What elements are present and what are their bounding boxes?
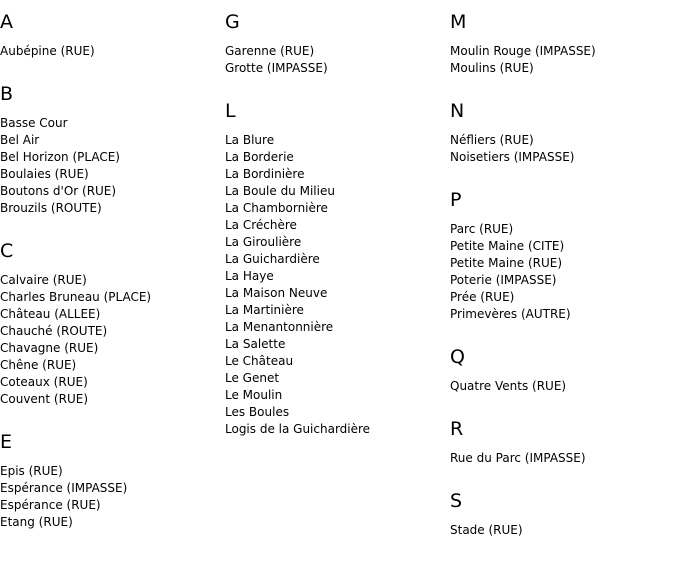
street-name: Les Boules	[225, 405, 290, 419]
street-name: La Boule du Milieu	[225, 184, 335, 198]
street-name: Le Château	[225, 354, 294, 368]
letter-group	[450, 346, 596, 395]
section-letter-heading: P	[450, 189, 462, 211]
street-list	[450, 378, 596, 395]
letter-group	[0, 83, 151, 217]
street-name: Bel Air	[0, 133, 40, 147]
letter-group	[225, 11, 370, 77]
section-letter-heading: Q	[450, 346, 465, 368]
street-list	[450, 221, 596, 323]
street-name: Garenne (RUE)	[225, 44, 315, 58]
street-name: Le Moulin	[225, 388, 283, 402]
street-name: Noisetiers (IMPASSE)	[450, 150, 575, 164]
section-letter-heading: N	[450, 100, 465, 122]
street-name: Grotte (IMPASSE)	[225, 61, 328, 75]
street-name: Espérance (RUE)	[0, 498, 101, 512]
section-letter-heading: S	[450, 490, 463, 512]
street-name: Boulaies (RUE)	[0, 167, 89, 181]
street-name: Chauché (ROUTE)	[0, 324, 108, 338]
street-name: Basse Cour	[0, 116, 68, 130]
street-name: Couvent (RUE)	[0, 392, 89, 406]
street-name: Chavagne (RUE)	[0, 341, 99, 355]
street-list	[0, 43, 151, 60]
letter-group	[450, 418, 596, 467]
street-name: La Haye	[225, 269, 274, 283]
street-name: Le Genet	[225, 371, 280, 385]
street-name: La Borderie	[225, 150, 294, 164]
street-name: Moulins (RUE)	[450, 61, 534, 75]
street-name: La Martinière	[225, 303, 304, 317]
letter-group	[0, 11, 151, 60]
street-name: Rue du Parc (IMPASSE)	[450, 451, 586, 465]
street-list	[450, 522, 596, 539]
street-name: La Guichardière	[225, 252, 320, 266]
street-name: Espérance (IMPASSE)	[0, 481, 128, 495]
section-letter-heading: R	[450, 418, 464, 440]
section-letter-heading: A	[0, 11, 13, 33]
street-name: La Maison Neuve	[225, 286, 328, 300]
street-name: Coteaux (RUE)	[0, 375, 88, 389]
street-name: La Menantonnière	[225, 320, 334, 334]
street-name: Néfliers (RUE)	[450, 133, 534, 147]
letter-group	[225, 100, 370, 438]
street-name: La Blure	[225, 133, 275, 147]
street-name: Moulin Rouge (IMPASSE)	[450, 44, 596, 58]
letter-group	[450, 11, 596, 77]
street-list	[450, 132, 596, 166]
street-name: Petite Maine (RUE)	[450, 256, 563, 270]
street-list	[450, 43, 596, 77]
street-name: Brouzils (ROUTE)	[0, 201, 102, 215]
street-name: La Créchère	[225, 218, 297, 232]
section-letter-heading: E	[0, 431, 13, 453]
section-letter-heading: G	[225, 11, 240, 33]
street-name: Chêne (RUE)	[0, 358, 77, 372]
street-name: Logis de la Guichardière	[225, 422, 371, 436]
street-list	[0, 115, 151, 217]
letter-group	[450, 189, 596, 323]
street-name: Primevères (AUTRE)	[450, 307, 571, 321]
street-name: Petite Maine (CITE)	[450, 239, 565, 253]
letter-group	[0, 431, 151, 531]
letter-group	[450, 490, 596, 539]
section-letter-heading: L	[225, 100, 236, 122]
street-list	[450, 450, 596, 467]
street-name: La Chambornière	[225, 201, 328, 215]
street-name: Stade (RUE)	[450, 523, 523, 537]
street-name: Château (ALLEE)	[0, 307, 101, 321]
street-name: Boutons d'Or (RUE)	[0, 184, 117, 198]
street-name: La Bordinière	[225, 167, 305, 181]
street-name: La Salette	[225, 337, 286, 351]
street-name: Calvaire (RUE)	[0, 273, 87, 287]
column-3	[450, 0, 596, 562]
letter-group	[0, 240, 151, 408]
street-list	[225, 132, 370, 438]
street-name: Prée (RUE)	[450, 290, 515, 304]
street-list	[0, 463, 151, 531]
street-name: Parc (RUE)	[450, 222, 514, 236]
street-name: Bel Horizon (PLACE)	[0, 150, 120, 164]
street-name: Quatre Vents (RUE)	[450, 379, 567, 393]
street-list	[225, 43, 370, 77]
street-list	[0, 272, 151, 408]
street-name: Etang (RUE)	[0, 515, 73, 529]
letter-group	[450, 100, 596, 166]
column-1	[0, 0, 151, 554]
street-name: Charles Bruneau (PLACE)	[0, 290, 152, 304]
section-letter-heading: C	[0, 240, 14, 262]
street-name: Poterie (IMPASSE)	[450, 273, 557, 287]
street-name: Epis (RUE)	[0, 464, 63, 478]
column-2	[225, 0, 370, 461]
section-letter-heading: B	[0, 83, 14, 105]
street-name: Aubépine (RUE)	[0, 44, 95, 58]
street-name: La Giroulière	[225, 235, 302, 249]
section-letter-heading: M	[450, 11, 467, 33]
